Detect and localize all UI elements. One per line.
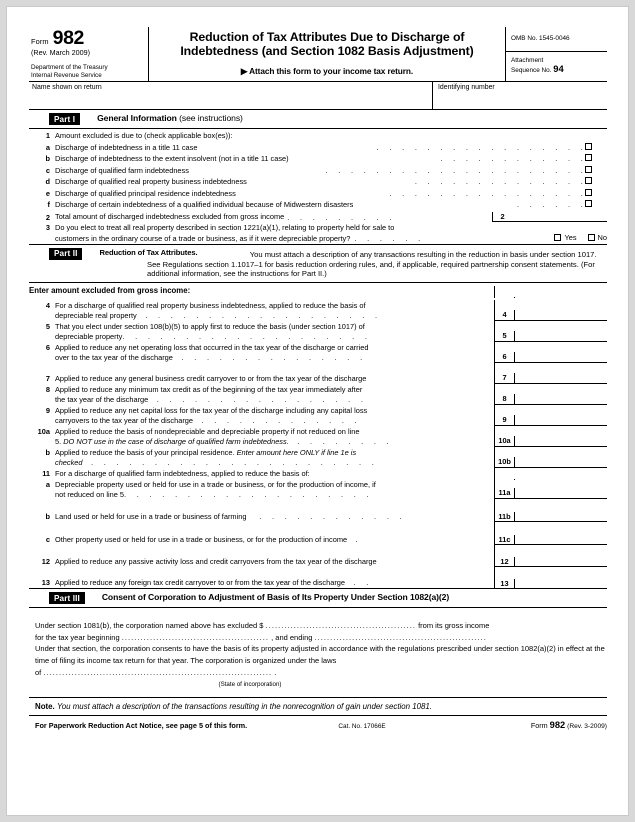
line-4-row xyxy=(29,300,607,321)
omb-number: OMB No. 1545-0046 xyxy=(506,27,607,52)
line-10b-box-label: 10b xyxy=(495,457,515,467)
line-12-text: Applied to reduce any passive activity loss and credit carryovers from the tax year of the discharge xyxy=(55,557,377,567)
line-7-box-label: 7 xyxy=(495,373,515,383)
line-8-text: Applied to reduce any minimum tax credit as of the beginning of the tax year immediately after the tax year of the discharge . . . . . . . . . . . . . . . . . xyxy=(55,385,366,405)
line-13-box-label: 13 xyxy=(495,579,515,589)
part-3-text-a1: Under section 1081(b), the corporation named above has excluded $ xyxy=(35,621,264,631)
line-10a-row xyxy=(29,426,607,447)
line-1a-leader: . . . . . . . . . . . . . . . . . xyxy=(376,143,585,153)
department-line-1: Department of the Treasury xyxy=(31,64,108,71)
line-6-number: 6 xyxy=(45,343,50,353)
attachment-label-2: Sequence No. xyxy=(511,67,552,75)
line-11b-text: Land used or held for use in a trade or business of farming . . . . . . . . . . . . xyxy=(55,512,404,522)
line-9-text: Applied to reduce any net capital loss for the tax year of the discharge including any capital loss carryovers to the tax year of the discharge . . . . . . . . . . . . . xyxy=(55,406,368,426)
line-9-number: 9 xyxy=(45,406,50,416)
line-3-yes-label: Yes xyxy=(564,232,577,242)
form-page xyxy=(6,6,629,816)
part-3-text-a2: from its gross income xyxy=(418,621,490,631)
header-title-block xyxy=(149,27,506,81)
line-1c-row xyxy=(29,165,607,176)
line-2-amount-field[interactable] xyxy=(512,211,607,222)
part-3-blank-excluded-amount[interactable]: ................................................ xyxy=(265,621,416,631)
line-1e-number: e xyxy=(45,188,50,198)
line-6-box-label: 6 xyxy=(495,352,515,362)
footer-form-number: 982 xyxy=(549,719,566,730)
part-3-paragraph-c: Under that section, the corporation consents to have the basis of its property adjusted in accordance with the regulations prescribed under section 1082(a)(2) in effect at the time of filing its income tax return for that year. The corporation is organized under the laws xyxy=(35,644,605,665)
line-1b-text: Discharge of indebtedness to the extent insolvent (not in a title 11 case) xyxy=(55,154,289,164)
part-3-text-b1: for the tax year beginning xyxy=(35,632,120,642)
part-1-body xyxy=(29,129,607,243)
footer-form-word: Form xyxy=(530,720,548,730)
form-title-line-2: Indebtedness (and Section 1082 Basis Adjustment) xyxy=(180,44,474,59)
line-3-text xyxy=(55,223,607,244)
checkbox-1c[interactable] xyxy=(585,166,592,173)
line-8-row xyxy=(29,384,607,405)
line-3-no-label: No xyxy=(597,232,607,242)
line-1f-number: f xyxy=(47,200,50,210)
line-1b-number: b xyxy=(45,154,50,164)
line-4-number: 4 xyxy=(45,301,50,311)
note-row xyxy=(29,697,607,715)
line-12-number: 12 xyxy=(41,557,50,567)
line-6-row xyxy=(29,342,607,363)
line-9-row xyxy=(29,405,607,426)
line-1a-number: a xyxy=(45,143,50,153)
part-2-badge: Part II xyxy=(49,248,82,260)
line-11c-text: Other property used or held for use in a trade or business, or for the production of income . xyxy=(55,535,360,545)
line-1-row xyxy=(29,131,607,142)
line-6-text: Applied to reduce any net operating loss that occurred in the tax year of the discharge or carried over to the tax year of the discharge . . . . . . . . . . . . . . . xyxy=(55,343,369,363)
form-footer xyxy=(29,715,607,730)
name-shown-on-return-field[interactable] xyxy=(29,82,433,109)
line-11-row xyxy=(29,468,607,480)
enter-amount-heading xyxy=(29,283,607,300)
checkbox-1a[interactable] xyxy=(585,143,592,150)
form-header xyxy=(29,27,607,82)
line-5-number: 5 xyxy=(45,322,50,332)
line-13-text: Applied to reduce any foreign tax credit carryover to or from the tax year of the discharge . . xyxy=(55,578,371,588)
footer-revision: (Rev. 3-2009) xyxy=(567,722,607,730)
line-3-leader: . . . . . . xyxy=(354,233,423,243)
line-3-text-line-2: customers in the ordinary course of a trade or business, as if it were depreciable property? xyxy=(55,233,351,243)
part-1-title xyxy=(97,113,243,123)
part-3-blank-year-beginning[interactable]: ............................................... xyxy=(121,632,270,642)
checkbox-line-3-yes[interactable] xyxy=(554,234,561,241)
name-shown-on-return-label: Name shown on return xyxy=(32,84,102,92)
line-7-text: Applied to reduce any general business credit carryover to or from the tax year of the discharge xyxy=(55,373,367,383)
header-omb-block xyxy=(506,27,607,81)
line-11a-text: Depreciable property used or held for use in a trade or business, or for the production of income, if not reduced on line 5. . . . . . . . . . . . . . . . . . . . xyxy=(55,479,376,499)
line-8-box-label: 8 xyxy=(495,394,515,404)
line-11b-box-label: 11b xyxy=(495,512,515,522)
part-2-title-bold: Reduction of Tax Attributes. xyxy=(99,247,198,257)
line-4-box-label: 4 xyxy=(495,310,515,320)
line-2-text: Total amount of discharged indebtedness excluded from gross income xyxy=(55,212,285,222)
line-10b-text: Applied to reduce the basis of your principal residence. Enter amount here ONLY if line 1e is checked . . . . . . . . . . . . . . . . . . . . . . . xyxy=(55,448,377,468)
header-form-identity xyxy=(29,27,149,81)
paperwork-reduction-notice: For Paperwork Reduction Act Notice, see page 5 of this form. xyxy=(35,720,248,730)
line-1e-text: Discharge of qualified principal residence indebtedness xyxy=(55,188,236,198)
part-3-paragraph-d: of ......................................................................... . xyxy=(35,667,277,677)
line-11b-number: b xyxy=(45,512,50,522)
part-3-body xyxy=(29,608,607,691)
line-5-text: That you elect under section 108(b)(5) to apply first to reduce the basis (under section 1017) of depreciable property. . . . . . . . . . . . . . . . . . . . xyxy=(55,322,370,342)
line-11c-number: c xyxy=(45,535,50,545)
part-3-title: Consent of Corporation to Adjustment of Basis of Its Property Under Section 1082(a)(2) xyxy=(101,592,450,603)
line-12-row xyxy=(29,545,607,567)
part-3-badge: Part III xyxy=(49,592,85,604)
line-2-leader: . . . . . . . . . xyxy=(287,212,394,222)
catalog-number: Cat. No. 17066E xyxy=(338,722,386,730)
attachment-sequence-number: 94 xyxy=(553,63,564,75)
form-number: 982 xyxy=(52,27,84,49)
attachment-sequence xyxy=(506,52,607,76)
attach-instruction: ▶ Attach this form to your income tax return. xyxy=(240,66,414,77)
part-2-body-text: You must attach a description of any transactions resulting in the reduction in basis under section 1017. See Regulations section 1.1017–1 for basis reduction ordering rules, and, if applicable, required partnership consent statements. (For additional information, see the instructions for Part II.) xyxy=(147,250,597,279)
line-1e-row xyxy=(29,188,607,199)
line-1a-text: Discharge of indebtedness in a title 11 case xyxy=(55,143,198,153)
line-1a-row xyxy=(29,143,607,154)
line-11b-row xyxy=(29,499,607,522)
line-1d-number: d xyxy=(45,177,50,187)
line-2-box-label: 2 xyxy=(492,212,512,222)
part-1-badge: Part I xyxy=(49,113,80,125)
part-1-header xyxy=(29,110,607,129)
line-11-number: 11 xyxy=(42,469,50,479)
line-1f-leader: . . . . . . xyxy=(516,200,585,210)
line-3-row xyxy=(29,222,607,244)
form-word-label: Form xyxy=(31,36,49,46)
line-10a-number: 10a xyxy=(37,427,50,437)
line-7-number: 7 xyxy=(45,373,50,383)
line-1d-text: Discharge of qualified real property business indebtedness xyxy=(55,177,247,187)
line-1b-leader: . . . . . . . . . . . . xyxy=(440,154,585,164)
line-13-number: 13 xyxy=(41,578,50,588)
part-1-title-regular: (see instructions) xyxy=(179,113,243,124)
note-label: Note. xyxy=(35,701,55,711)
line-1c-leader: . . . . . . . . . . . . . . . . . . . . . xyxy=(325,165,585,175)
line-3-number: 3 xyxy=(45,222,50,232)
part-3-header xyxy=(29,588,607,608)
form-revision-date: (Rev. March 2009) xyxy=(31,48,90,57)
line-1d-leader: . . . . . . . . . . . . . . xyxy=(414,177,585,187)
line-1b-row xyxy=(29,154,607,165)
part-3-text-b2: , and ending xyxy=(271,632,313,642)
line-11c-box-label: 11c xyxy=(495,535,515,545)
enter-amount-heading-text: Enter amount excluded from gross income: xyxy=(29,285,191,295)
part-2-header-block xyxy=(29,244,607,283)
note-text: You must attach a description of the transactions resulting in the nonrecognition of gain under section 1081. xyxy=(56,701,432,711)
checkbox-1f[interactable] xyxy=(585,200,592,207)
line-10a-text: Applied to reduce the basis of nondepreciable and depreciable property if not reduced on line 5. DO NOT use in the case of discharge of qualified farm indebtedness. . . . . . . . . xyxy=(55,427,391,447)
line-1d-row xyxy=(29,177,607,188)
line-1c-text: Discharge of qualified farm indebtedness xyxy=(55,165,189,175)
line-3-text-line-1: Do you elect to treat all real property described in section 1221(a)(1), relating to property held for sale to xyxy=(55,222,395,232)
line-13-row xyxy=(29,567,607,588)
line-1-text: Amount excluded is due to (check applicable box(es)): xyxy=(55,131,233,141)
footer-form-identity xyxy=(531,720,607,730)
part-3-text-d: of xyxy=(35,667,42,677)
line-1f-text: Discharge of certain indebtedness of a qualified individual because of Midwestern disasters xyxy=(55,200,354,210)
line-10b-number: b xyxy=(45,448,50,458)
part-2-instructions xyxy=(147,250,605,279)
identifying-number-label: Identifying number xyxy=(438,84,495,92)
attachment-label-1: Attachment xyxy=(511,57,544,64)
line-9-box-label: 9 xyxy=(495,415,515,425)
line-2-number: 2 xyxy=(45,212,50,222)
part-1-title-bold: General Information xyxy=(97,113,177,124)
checkbox-1b[interactable] xyxy=(585,154,592,161)
part-3-paragraph-b xyxy=(35,632,605,644)
line-11-text: For a discharge of qualified farm indebtedness, applied to reduce the basis of: xyxy=(55,469,310,479)
part-3-blank-year-ending[interactable]: ....................................................... xyxy=(314,632,487,642)
taxpayer-identity-row xyxy=(29,82,607,110)
checkbox-line-3-no[interactable] xyxy=(588,234,595,241)
line-11a-row xyxy=(29,480,607,499)
line-2-row xyxy=(29,211,607,222)
line-11c-row xyxy=(29,522,607,545)
line-5-row xyxy=(29,321,607,342)
line-11a-number: a xyxy=(45,479,50,489)
part-3-blank-state[interactable]: ......................................................................... xyxy=(43,667,273,677)
state-of-incorporation-caption: (State of incorporation) xyxy=(218,681,282,689)
checkbox-1e[interactable] xyxy=(585,189,592,196)
line-7-row xyxy=(29,363,607,384)
line-4-text: For a discharge of qualified real property business indebtedness, applied to reduce the basis of depreciable real property . . . . . . . . . . . . . . . . . . . xyxy=(55,301,380,321)
form-sheet xyxy=(29,27,607,730)
form-title-line-1: Reduction of Tax Attributes Due to Discharge of xyxy=(189,30,465,44)
department-line-2: Internal Revenue Service xyxy=(31,71,102,79)
identifying-number-field[interactable] xyxy=(433,82,607,109)
line-5-box-label: 5 xyxy=(495,331,515,341)
line-10a-box-label: 10a xyxy=(495,436,515,446)
line-12-box-label: 12 xyxy=(495,557,515,567)
line-1c-number: c xyxy=(45,165,50,175)
line-8-number: 8 xyxy=(45,385,50,395)
line-1e-leader: . . . . . . . . . . . . . . . . xyxy=(389,188,585,198)
line-1f-row xyxy=(29,200,607,211)
line-10b-row xyxy=(29,447,607,468)
part-3-paragraph-a xyxy=(35,620,605,632)
checkbox-1d[interactable] xyxy=(585,177,592,184)
line-11a-box-label: 11a xyxy=(495,488,515,498)
line-1-number: 1 xyxy=(45,131,50,141)
